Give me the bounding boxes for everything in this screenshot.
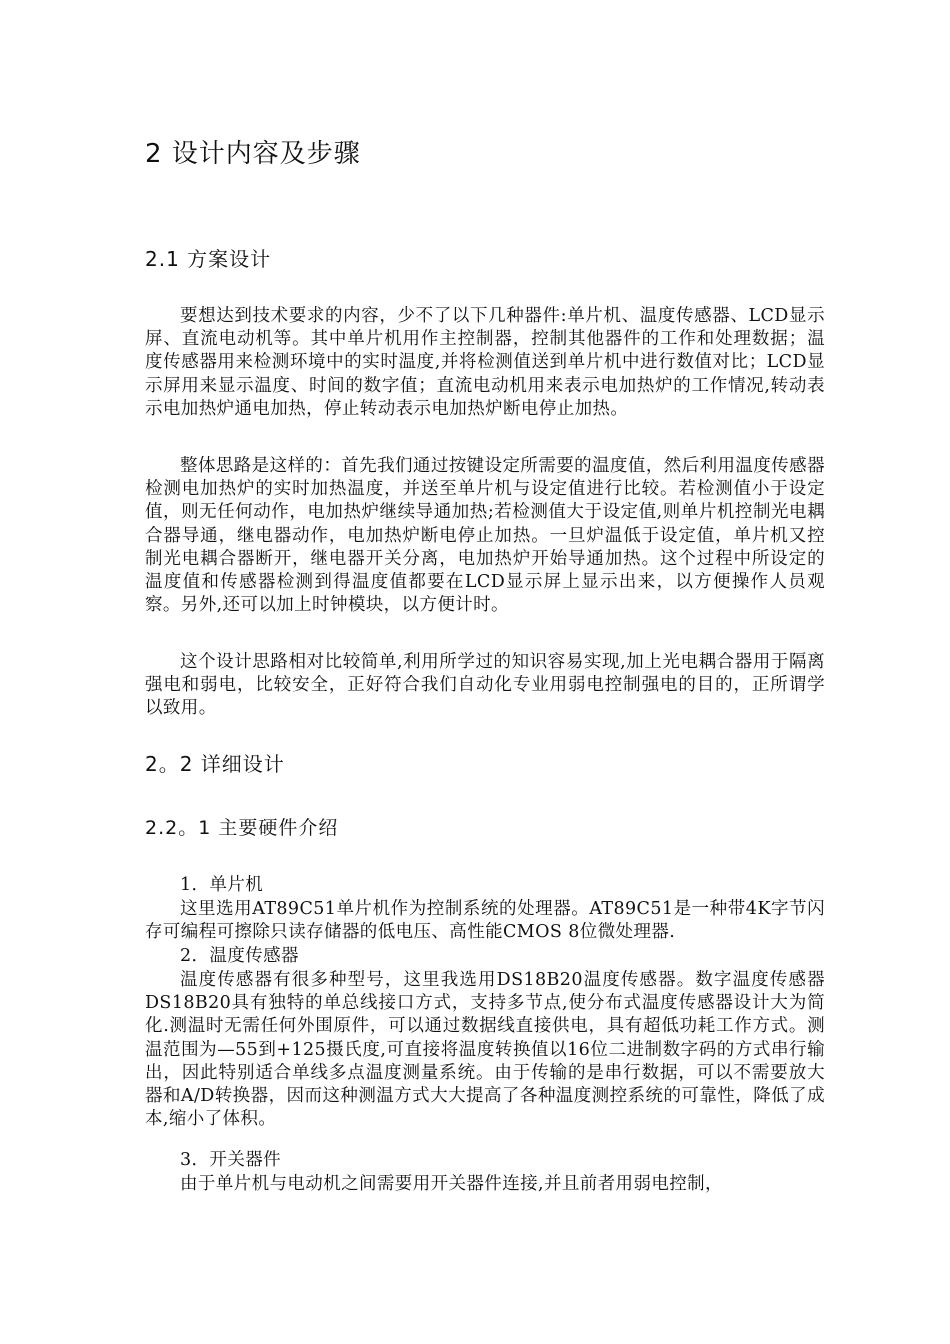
chapter-heading: 2 设计内容及步骤: [145, 139, 361, 169]
paragraph-requirements: 要想达到技术要求的内容，少不了以下几种器件:单片机、温度传感器、LCD显示屏、直流电动机等。其中单片机用作主控制器，控制其他器件的工作和处理数据；温度传感器用来检测环境中的实时温度,并将检测值送到单片机中进行数值对比；LCD显示屏用来显示温度、时间的数字值；直流电动机用来表示电加热炉的工作情况,转动表示电加热炉通电加热，停止转动表示电加热炉断电停止加热。: [145, 306, 825, 419]
item-text-mcu: 这里选用AT89C51单片机作为控制系统的处理器。AT89C51是一种带4K字节闪存可编程可擦除只读存储器的低电压、高性能CMOS 8位微处理器.: [145, 899, 825, 943]
paragraph-design-summary: 这个设计思路相对比较简单,利用所学过的知识容易实现,加上光电耦合器用于隔离强电和弱电，比较安全，正好符合我们自动化专业用弱电控制强电的目的，正所谓学以致用。: [145, 652, 825, 719]
subsection-heading-2-2-1: 2.2。1 主要硬件介绍: [145, 817, 339, 839]
paragraph-overall-approach: 整体思路是这样的：首先我们通过按键设定所需要的温度值，然后利用温度传感器检测电加热炉的实时加热温度，并送至单片机与设定值进行比较。若检测值小于设定值，则无任何动作，电加热炉继续导通加热;若检测值大于设定值,则单片机控制光电耦合器导通，继电器动作，电加热炉断电停止加热。一旦炉温低于设定值，单片机又控制光电耦合器断开，继电器开关分离，电加热炉开始导通加热。这个过程中所设定的温度值和传感器检测到得温度值都要在LCD显示屏上显示出来，以方便操作人员观察。另外,还可以加上时钟模块，以方便计时。: [145, 456, 825, 616]
item-text-switch-device: 由于单片机与电动机之间需要用开关器件连接,并且前者用弱电控制，: [180, 1174, 723, 1194]
item-label-switch-device: 3．开关器件: [180, 1150, 282, 1170]
section-heading-2-1: 2.1 方案设计: [145, 247, 272, 271]
item-label-mcu: 1．单片机: [180, 875, 264, 895]
item-label-temperature-sensor: 2．温度传感器: [180, 946, 299, 966]
item-text-temperature-sensor: 温度传感器有很多种型号，这里我选用DS18B20温度传感器。数字温度传感器DS18B20具有独特的单总线接口方式，支持多节点,使分布式温度传感器设计大为简化.测温时无需任何外围原件，可以通过数据线直接供电，具有超低功耗工作方式。测温范围为—55到+125摄氏度,可直接将温度转换值以16位二进制数字码的方式串行输出，因此特别适合单线多点温度测量系统。由于传输的是串行数据，可以不需要放大器和A/D转换器，因而这种测温方式大大提高了各种温度测控系统的可靠性，降低了成本,缩小了体积。: [145, 970, 825, 1130]
section-heading-2-2: 2。2 详细设计: [145, 752, 285, 776]
